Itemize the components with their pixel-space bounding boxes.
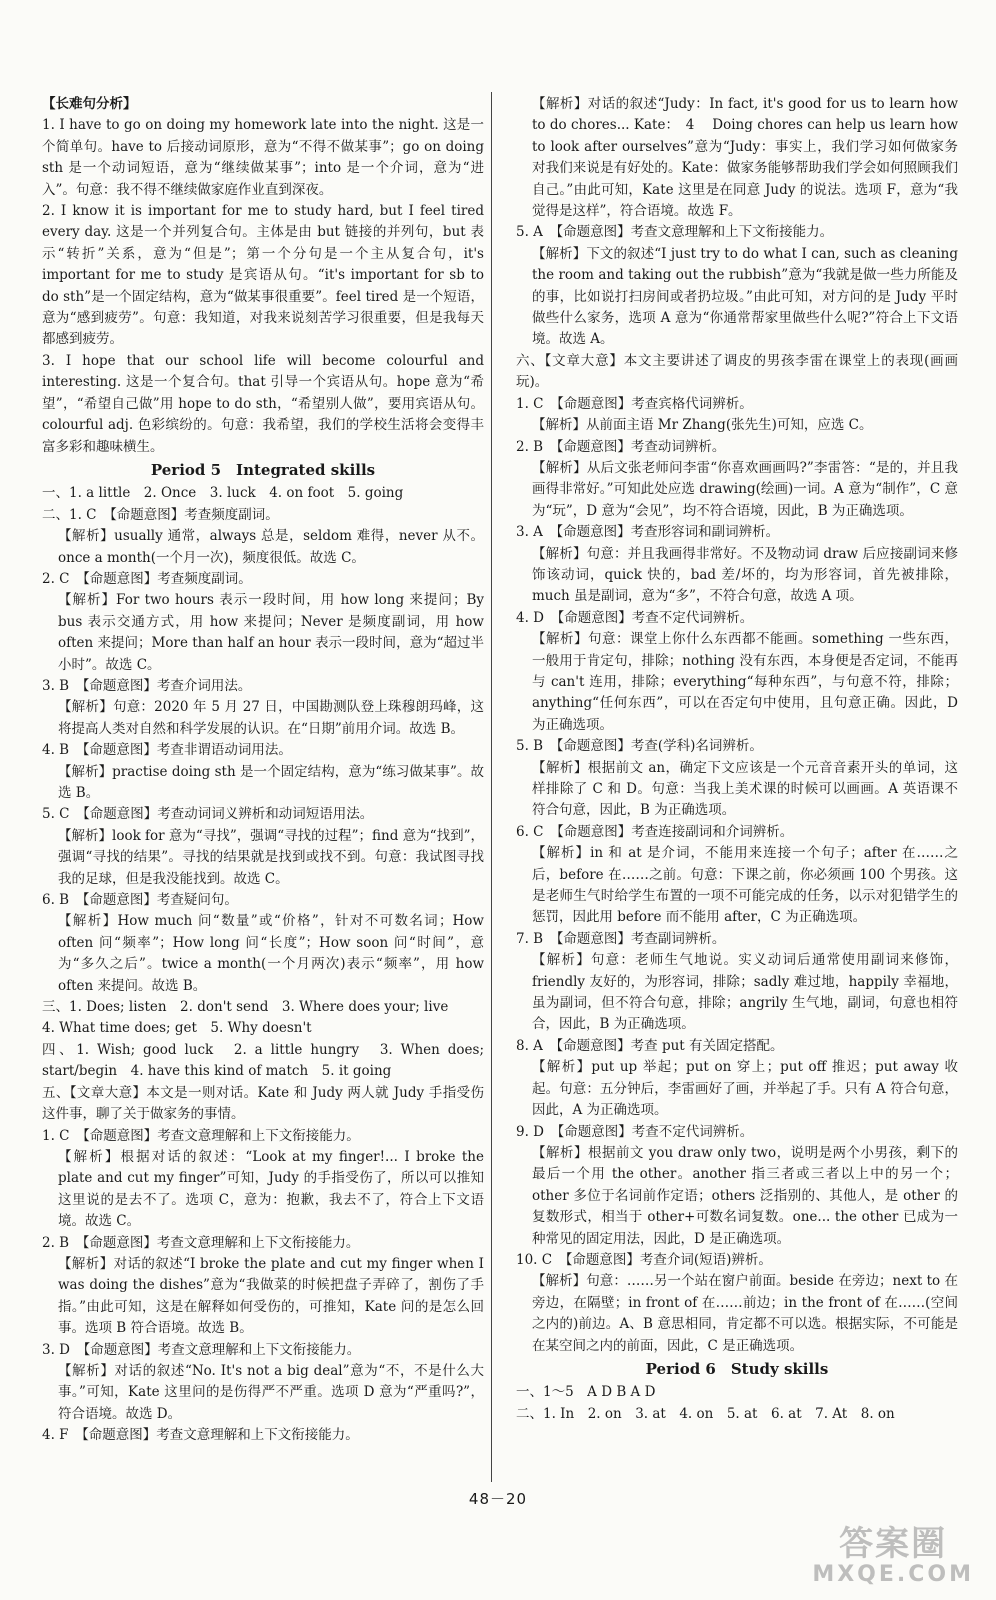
- answer-line: 3. D 【命题意图】考查文意理解和上下文衔接能力。: [42, 1341, 361, 1358]
- answer-line: 5. C 【命题意图】考查动词词义辨析和动词短语用法。: [42, 806, 374, 823]
- page-number: 48－20: [468, 1490, 528, 1508]
- explanation-paragraph: 【解析】practise doing sth 是一个固定结构，意为“练习做某事”。故选 B。: [58, 763, 484, 801]
- explanation-paragraph: 【解析】从前面主语 Mr Zhang(张先生)可知，应选 C。: [532, 417, 873, 434]
- explanation-paragraph: 【解析】put up 举起；put on 穿上；put off 推迟；put away 收起。句意：五分钟后，李雷画好了画，并举起了手。只有 A 符合句意，因此，A 为正确选项。: [532, 1059, 958, 1119]
- answer-line: 2. I know it is important for me to study hard, but I feel tired every day. 这是一个并列复合句。主体是由 but 链接的并列句，but 表示“转折”关系，意为“但是”；第一个分句是一个主从复合句，it's important for me to study 是宾语从句。“it's important for sb to do sth”是一个固定结构，意为“做某事很重要”。feel tired 是一个短语，意为“感到疲劳”。句意：我知道，对我来说刻苦学习很重要，但是我每天都感到疲劳。: [42, 203, 484, 348]
- explanation-paragraph: 【解析】对话的叙述“I broke the plate and cut my finger when I was doing the dishes”意为“我做菜的时候把盘子弄碎了，割伤了手指。”由此可知，这是在解释如何受伤的，可推知，Kate 问的是怎么回事。选项 B 符合语境。故选 B。: [58, 1255, 484, 1337]
- left-column: [42, 94, 484, 1447]
- answer-line: 二、1. C 【命题意图】考查频度副词。: [42, 506, 279, 523]
- watermark-url: MXQE.COM: [812, 1561, 974, 1587]
- answer-line: 五、【文章大意】本文是一则对话。Kate 和 Judy 两人就 Judy 手指受伤这件事，聊了关于做家务的事情。: [42, 1084, 484, 1123]
- answer-line: 2. B 【命题意图】考查动词辨析。: [516, 438, 726, 455]
- answer-line: 四、1. Wish; good luck 2. a little hungry 3. When does; start/begin 4. have this kind of match 5. it going: [42, 1041, 484, 1080]
- explanation-paragraph: 【解析】从后文张老师问李雷“你喜欢画画吗?”李雷答：“是的，并且我画得非常好。”可知此处应选 drawing(绘画)一词。A 意为“制作”，C 意为“玩”，D 意为“会见”，均不符合语境，因此，B 为正确选项。: [532, 459, 958, 519]
- answer-line: 一、1. a little 2. Once 3. luck 4. on foot 5. going: [42, 485, 404, 502]
- answer-line: 三、1. Does; listen 2. don't send 3. Where does your; live: [42, 999, 449, 1016]
- answer-line: 7. B 【命题意图】考查副词辨析。: [516, 930, 726, 947]
- explanation-paragraph: 【解析】句意：课堂上你什么东西都不能画。something 一些东西，一般用于肯定句，排除；nothing 没有东西，本身便是否定词，不能再与 can't 连用，排除；everything“每种东西”，与句意不符，排除；anything“任何东西”，可以在否定句中使用，且句意正确。因此，D 为正确选项。: [532, 631, 958, 733]
- explanation-paragraph: 【解析】in 和 at 是介词，不能用来连接一个句子；after 在……之后，before 在……之前。句意：下课之前，你必须画 100 个男孩。这是老师生气时给学生布置的一项不可能完成的任务，以示对犯错学生的惩罚，因此用 before 而不能用 after，C 为正确选项。: [532, 845, 958, 926]
- answer-line: 2. B 【命题意图】考查文意理解和上下文衔接能力。: [42, 1234, 360, 1251]
- explanation-paragraph: 【解析】句意：2020 年 5 月 27 日，中国勘测队登上珠穆朗玛峰，这将提高人类对自然和科学发展的认识。在“日期”前用介词。故选 B。: [58, 699, 484, 737]
- answer-line: 2. C 【命题意图】考查频度副词。: [42, 570, 252, 587]
- answer-line: 3. B 【命题意图】考查介词用法。: [42, 677, 252, 694]
- answer-line: 4. What time does; get 5. Why doesn't: [42, 1020, 312, 1037]
- explanation-paragraph: 【解析】句意：……另一个站在窗户前面。beside 在旁边；next to 在旁边，在隔壁；in front of 在……前边；in the front of 在……(空间之内的)前边。A、B 意思相同，肯定都不可以选。根据实际，不可能是在某空间之内的前面，因此，C 是正确选项。: [532, 1273, 958, 1354]
- answer-line: 六、【文章大意】本文主要讲述了调皮的男孩李雷在课堂上的表现(画画玩)。: [516, 352, 958, 391]
- explanation-paragraph: 【解析】根据前文 you draw only two，说明是两个小男孩，剩下的最后一个用 the other。another 指三者或三者以上中的另一个；other 多位于名词前作定语；others 泛指别的、其他人，是 other 的复数形式，相当于 other+可数名词复数。one... the other 已成为一种常见的固定用法，因此，D 是正确选项。: [532, 1144, 958, 1247]
- answer-line: 3. A 【命题意图】考查形容词和副词辨析。: [516, 524, 780, 541]
- answer-line: 9. D 【命题意图】考查不定代词辨析。: [516, 1123, 754, 1140]
- answer-line: 5. B 【命题意图】考查(学科)名词辨析。: [516, 738, 763, 755]
- right-column: [516, 94, 958, 1425]
- answer-line: 4. D 【命题意图】考查不定代词辨析。: [516, 609, 754, 626]
- answer-line: 【长难句分析】: [42, 96, 137, 112]
- answer-line: 6. B 【命题意图】考查疑问句。: [42, 892, 238, 909]
- explanation-paragraph: 【解析】对话的叙述“No. It's not a big deal”意为“不，不是什么大事。”可知，Kate 这里问的是伤得严不严重。选项 D 意为“严重吗?”，符合语境。故选 D。: [58, 1362, 484, 1422]
- explanation-paragraph: 【解析】根据对话的叙述：“Look at my finger!... I broke the plate and cut my finger”可知，Judy 的手指受伤了，所以可以推知这里说的是去不了。选项 C，意为：抱歉，我去不了，符合上下文语境。故选 C。: [58, 1148, 484, 1230]
- answer-line: 10. C 【命题意图】考查介词(短语)辨析。: [516, 1251, 772, 1268]
- answer-line: 3. I hope that our school life will become colourful and interesting. 这是一个复合句。that 引导一个宾语从句。hope 意为“希望”，“希望自己做”用 hope to do sth，“希望别人做”，要用宾语从句。colourful adj. 色彩缤纷的。句意：我希望，我们的学校生活将会变得丰富多彩和趣味横生。: [42, 352, 484, 455]
- answer-line: 二、1. In 2. on 3. at 4. on 5. at 6. at 7. At 8. on: [516, 1405, 895, 1422]
- answer-line: 5. A 【命题意图】考查文意理解和上下文衔接能力。: [516, 224, 834, 241]
- explanation-paragraph: 【解析】下文的叙述“I just try to do what I can, such as cleaning the room and taking out the rubbish”意为“我就是做一些力所能及的事，比如说打扫房间或者扔垃圾。”由此可知，对方问的是 Judy 平时做些什么家务，选项 A 意为“你通常帮家里做些什么呢?”符合上下文语境。故选 A。: [532, 245, 958, 348]
- answer-line: 1. I have to go on doing my homework late into the night. 这是一个简单句。have to 后接动词原形，意为“不得不做某事”；go on doing sth 是一个动词短语，意为“继续做某事”；into 是一个介词，意为“进入”。句意：我不得不继续做家庭作业直到深夜。: [42, 117, 484, 198]
- answer-line: 8. A 【命题意图】考查 put 有关固定搭配。: [516, 1037, 784, 1054]
- column-divider: [491, 92, 492, 1482]
- explanation-paragraph: 【解析】对话的叙述“Judy：In fact, it's good for us to learn how to do chores... Kate： 4 Doing chores can help us learn how to look after ourselves”意为“Judy：事实上，我们学习如何做家务对我们来说是有好处的。Kate：做家务能够帮助我们学会如何照顾我们自己。”由此可知，Kate 这里是在同意 Judy 的说法。选项 F，意为“我觉得是这样”，符合语境。故选 F。: [532, 96, 958, 220]
- watermark-logo: [812, 1524, 974, 1587]
- watermark-text: 答案圈: [839, 1524, 948, 1565]
- answer-line: 1. C 【命题意图】考查文意理解和上下文衔接能力。: [42, 1127, 360, 1144]
- explanation-paragraph: 【解析】look for 意为“寻找”，强调“寻找的过程”；find 意为“找到”，强调“寻找的结果”。寻找的结果就是找到或找不到。句意：我试图寻找我的足球，但是我没能找到。故选 C。: [58, 827, 484, 887]
- explanation-paragraph: 【解析】For two hours 表示一段时间，用 how long 来提问；By bus 表示交通方式，用 how 来提问；Never 是频度副词，用 how often 来提问；More than half an hour 表示一段时间，意为“超过半小时”。故选 C。: [58, 592, 484, 673]
- answer-line: 1. C 【命题意图】考查宾格代词辨析。: [516, 395, 753, 412]
- answer-line: 一、1～5 A D B A D: [516, 1384, 656, 1401]
- explanation-paragraph: 【解析】根据前文 an，确定下文应该是一个元音音素开头的单词，这样排除了 C 和 D。句意：当我上美术课的时候可以画画。A 英语课不符合句意，因此，B 为正确选项。: [532, 759, 958, 819]
- answer-line: 4. F 【命题意图】考查文意理解和上下文衔接能力。: [42, 1427, 359, 1444]
- section-heading: Period 5 Integrated skills: [150, 460, 376, 479]
- explanation-paragraph: 【解析】usually 通常，always 总是，seldom 难得，never 从不。once a month(一个月一次)，频度很低。故选 C。: [58, 528, 484, 566]
- answer-line: 6. C 【命题意图】考查连接副词和介词辨析。: [516, 823, 794, 840]
- answer-line: 4. B 【命题意图】考查非谓语动词用法。: [42, 742, 292, 759]
- explanation-paragraph: 【解析】句意：老师生气地说。实义动词后通常使用副词来修饰，friendly 友好的，为形容词，排除；sadly 难过地，happily 幸福地，虽为副词，但不符合句意，排除；angrily 生气地，副词，句意也相符合，因此，B 为正确选项。: [532, 952, 958, 1033]
- section-heading: Period 6 Study skills: [645, 1359, 829, 1378]
- explanation-paragraph: 【解析】How much 问“数量”或“价格”，针对不可数名词；How often 问“频率”；How long 问“长度”；How soon 问“时间”，意为“多久之后”。twice a month(一个月两次)表示“频率”，用 how often 来提问。故选 B。: [58, 913, 484, 994]
- explanation-paragraph: 【解析】句意：并且我画得非常好。不及物动词 draw 后应接副词来修饰该动词，quick 快的，bad 差/坏的，均为形容词，首先被排除，much 虽是副词，意为“多”，不符合句意，故选 A 项。: [532, 545, 958, 605]
